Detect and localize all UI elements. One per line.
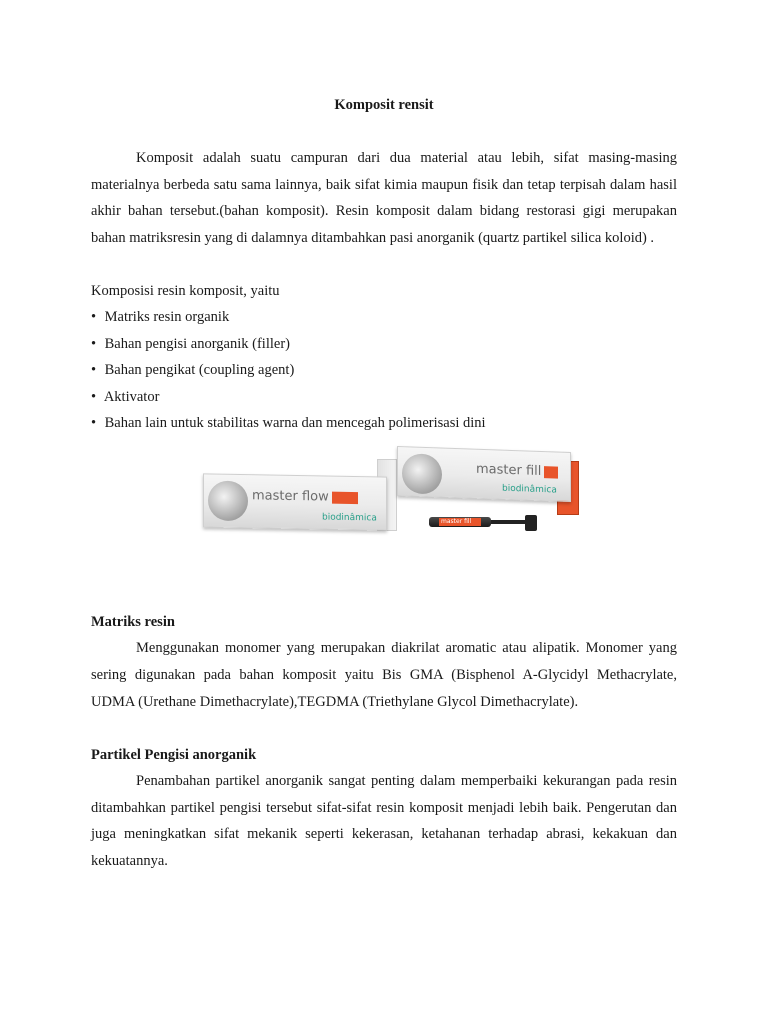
spacer xyxy=(91,251,677,278)
syringe-handle xyxy=(525,515,537,531)
syringe-label: master fill xyxy=(439,518,481,526)
swirl-graphic xyxy=(402,453,442,494)
syringe-image xyxy=(429,515,537,529)
spacer xyxy=(91,715,677,742)
list-item-text: Aktivator xyxy=(103,388,160,405)
spacer xyxy=(91,119,677,146)
bullet-icon: • xyxy=(91,415,97,432)
document-title: Komposit rensit xyxy=(334,97,434,113)
composition-list xyxy=(91,304,677,437)
intro-paragraph: Komposit adalah suatu campuran dari dua material atau lebih, sifat masing-masing materialnya berbeda satu sama lainnya, baik sifat kimia maupun fisik dan tetap terpisah dalam hasil akhir bahan tersebut.(bahan komposit). Resin komposit dalam bidang restorasi gigi merupakan bahan matriksresin yang di dalamnya ditambahkan pasi anorganik (quartz partikel silica koloid) . xyxy=(91,150,677,246)
syringe-plunger xyxy=(491,520,527,524)
list-item xyxy=(91,410,677,437)
brand-name: biodinâmica xyxy=(502,483,557,496)
bullet-icon: • xyxy=(91,335,97,352)
product-box-master-flow xyxy=(203,473,387,530)
list-item-text: Bahan lain untuk stabilitas warna dan mencegah polimerisasi dini xyxy=(104,415,486,432)
list-item xyxy=(91,384,677,411)
list-item-text: Bahan pengisi anorganik (filler) xyxy=(104,335,290,352)
list-item-text: Bahan pengikat (coupling agent) xyxy=(104,362,295,379)
product-name: master fill xyxy=(476,462,558,480)
list-item xyxy=(91,357,677,384)
section-heading-partikel: Partikel Pengisi anorganik xyxy=(91,746,257,763)
brand-name: biodinâmica xyxy=(322,512,377,524)
accent-mark xyxy=(544,465,558,477)
document-page xyxy=(91,92,677,875)
list-item-text: Matriks resin organik xyxy=(104,309,230,326)
swirl-graphic xyxy=(208,480,248,521)
bullet-icon: • xyxy=(91,362,97,379)
section-heading-matriks: Matriks resin xyxy=(91,613,175,630)
list-item xyxy=(91,331,677,358)
list-item xyxy=(91,304,677,331)
product-box-master-fill xyxy=(397,446,571,502)
bullet-icon: • xyxy=(91,388,97,405)
composition-lead: Komposisi resin komposit, yaitu xyxy=(91,282,280,299)
bullet-icon: • xyxy=(91,309,97,326)
product-name: master flow xyxy=(252,488,358,505)
product-photo xyxy=(91,449,677,597)
section-paragraph-matriks: Menggunakan monomer yang merupakan diakrilat aromatic atau alipatik. Monomer yang sering digunakan pada bahan komposit yaitu Bis GMA (Bisphenol A-Glycidyl Methacrylate, UDMA (Urethane Dimethacrylate),TEGDMA (Triethylane Glycol Dimethacrylate). xyxy=(91,640,677,710)
section-paragraph-partikel: Penambahan partikel anorganik sangat penting dalam memperbaiki kekurangan pada resin ditambahkan partikel pengisi tersebut sifat-sifat resin komposit menjadi lebih baik. Pengerutan dan juga meningkatkan sifat mekanik seperti kekerasan, ketahanan terhadap abrasi, kekakuan dan kekuatannya. xyxy=(91,773,677,869)
accent-mark xyxy=(332,491,358,503)
